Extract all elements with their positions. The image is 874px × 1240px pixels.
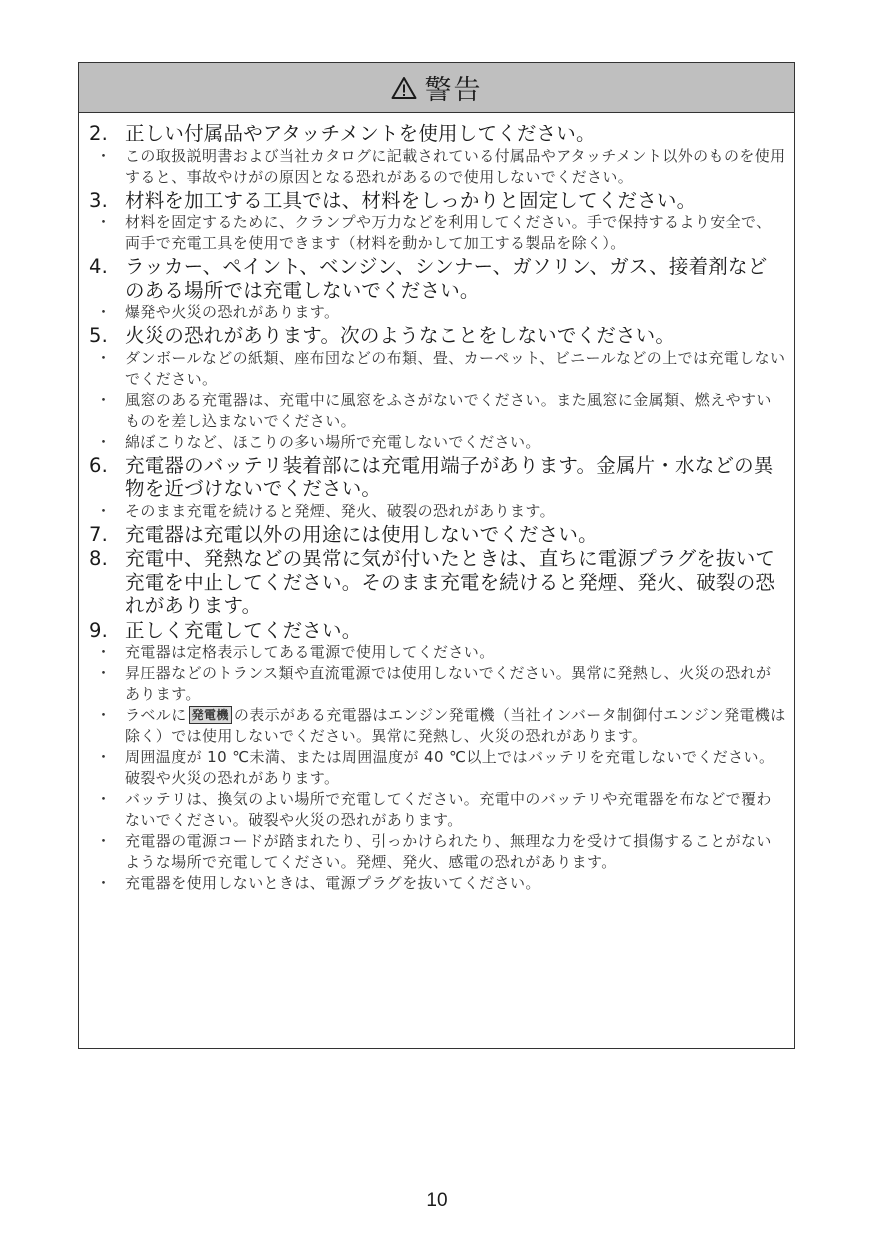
bullet-text: この取扱説明書および当社カタログに記載されている付属品やアタッチメント以外のものを使用すると、事故やけがの原因となる恐れがあるので使用しないでください。 bbox=[125, 146, 786, 186]
section-number: 8. bbox=[89, 547, 109, 570]
section-9 bbox=[89, 619, 786, 643]
bullet-item bbox=[89, 348, 786, 390]
section-3 bbox=[89, 189, 786, 213]
bullet-text-after: の表示がある充電器はエンジン発電機（当社インバータ制御付エンジン発電機は除く）では使用しないでください。異常に発熱し、火災の恐れがあります。 bbox=[125, 706, 786, 745]
bullet-dot: ・ bbox=[96, 790, 112, 808]
section-6 bbox=[89, 454, 786, 501]
bullet-item-generator-label bbox=[89, 705, 786, 747]
bullet-item bbox=[89, 146, 786, 188]
section-number: 9. bbox=[89, 618, 109, 642]
bullet-item bbox=[89, 501, 786, 522]
bullet-dot: ・ bbox=[96, 390, 112, 409]
bullet-dot: ・ bbox=[96, 832, 112, 850]
bullet-text: 充電器は定格表示してある電源で使用してください。 bbox=[125, 643, 495, 661]
bullet-text: 周囲温度が 10 ℃未満、または周囲温度が 40 ℃以上ではバッテリを充電しないでください。破裂や火災の恐れがあります。 bbox=[125, 748, 775, 787]
bullet-text: 風窓のある充電器は、充電中に風窓をふさがないでください。また風窓に金属類、燃えやすいものを差し込まないでください。 bbox=[125, 390, 772, 430]
bullet-item bbox=[89, 663, 786, 705]
warning-title: 警告 bbox=[424, 75, 483, 106]
section-number: 4. bbox=[89, 255, 109, 278]
warning-content bbox=[89, 121, 786, 894]
section-2 bbox=[89, 122, 786, 146]
bullet-text: バッテリは、換気のよい場所で充電してください。充電中のバッテリや充電器を布などで覆わないでください。破裂や火災の恐れがあります。 bbox=[125, 790, 772, 829]
bullet-text: 爆発や火災の恐れがあります。 bbox=[125, 303, 340, 321]
bullet-text: 充電器の電源コードが踏まれたり、引っかけられたり、無理な力を受けて損傷することがないような場所で充電してください。発煙、発火、感電の恐れがあります。 bbox=[125, 832, 772, 871]
page-number: 10 bbox=[426, 1190, 448, 1211]
warning-header bbox=[79, 63, 794, 113]
bullet-dot: ・ bbox=[96, 664, 112, 682]
section-title: 火災の恐れがあります。次のようなことをしないでください。 bbox=[125, 324, 676, 347]
section-title: 正しい付属品やアタッチメントを使用してください。 bbox=[125, 122, 596, 145]
bullet-text: 綿ぼこりなど、ほこりの多い場所で充電しないでください。 bbox=[125, 432, 541, 451]
bullet-item bbox=[89, 831, 786, 873]
generator-label-badge: 発電機 bbox=[189, 706, 232, 724]
bullet-text: ダンボールなどの紙類、座布団などの布類、畳、カーペット、ビニールなどの上では充電しないでください。 bbox=[125, 348, 786, 388]
bullet-text: そのまま充電を続けると発煙、発火、破裂の恐れがあります。 bbox=[125, 501, 556, 520]
section-number: 3. bbox=[89, 188, 109, 212]
warning-box bbox=[78, 62, 795, 1049]
section-title: 充電器は充電以外の用途には使用しないでください。 bbox=[125, 522, 598, 546]
bullet-item bbox=[89, 212, 786, 254]
bullet-item bbox=[89, 747, 786, 789]
section-number: 5. bbox=[89, 324, 109, 347]
bullet-dot: ・ bbox=[96, 748, 112, 766]
section-number: 7. bbox=[89, 522, 109, 546]
bullet-item bbox=[89, 789, 786, 831]
bullet-item bbox=[89, 302, 786, 323]
bullet-text bbox=[125, 705, 786, 747]
section-4 bbox=[89, 255, 786, 302]
section-number: 6. bbox=[89, 453, 109, 477]
bullet-dot: ・ bbox=[96, 348, 112, 367]
bullet-text-before: ラベルに bbox=[125, 706, 187, 724]
section-title: 正しく充電してください。 bbox=[125, 618, 362, 642]
bullet-item bbox=[89, 873, 786, 894]
bullet-dot: ・ bbox=[96, 706, 112, 724]
bullet-dot: ・ bbox=[96, 432, 112, 451]
bullet-dot: ・ bbox=[96, 874, 112, 892]
bullet-text: 昇圧器などのトランス類や直流電源では使用しないでください。異常に発熱し、火災の恐れがあります。 bbox=[125, 664, 772, 703]
bullet-dot: ・ bbox=[96, 643, 112, 661]
bullet-dot: ・ bbox=[96, 213, 112, 231]
section-number: 2. bbox=[89, 122, 109, 145]
bullet-dot: ・ bbox=[96, 303, 112, 321]
section-5 bbox=[89, 324, 786, 348]
bullet-text: 材料を固定するために、クランプや万力などを利用してください。手で保持するより安全で、両手で充電工具を使用できます（材料を動かして加工する製品を除く）。 bbox=[125, 213, 772, 252]
warning-triangle-icon bbox=[391, 76, 417, 100]
bullet-item bbox=[89, 390, 786, 432]
section-title: ラッカー、ペイント、ベンジン、シンナー、ガソリン、ガス、接着剤などのある場所では充電しないでください。 bbox=[125, 255, 768, 302]
bullet-dot: ・ bbox=[96, 501, 112, 520]
bullet-dot: ・ bbox=[96, 146, 112, 165]
bullet-item bbox=[89, 432, 786, 453]
section-7 bbox=[89, 523, 786, 547]
section-8 bbox=[89, 547, 786, 618]
section-title: 充電中、発熱などの異常に気が付いたときは、直ちに電源プラグを抜いて充電を中止してください。そのまま充電を続けると発煙、発火、破裂の恐れがあります。 bbox=[125, 547, 776, 617]
bullet-item bbox=[89, 642, 786, 663]
section-title: 材料を加工する工具では、材料をしっかりと固定してください。 bbox=[125, 188, 697, 212]
section-title: 充電器のバッテリ装着部には充電用端子があります。金属片・水などの異物を近づけないでください。 bbox=[125, 453, 774, 500]
bullet-text: 充電器を使用しないときは、電源プラグを抜いてください。 bbox=[125, 874, 541, 892]
